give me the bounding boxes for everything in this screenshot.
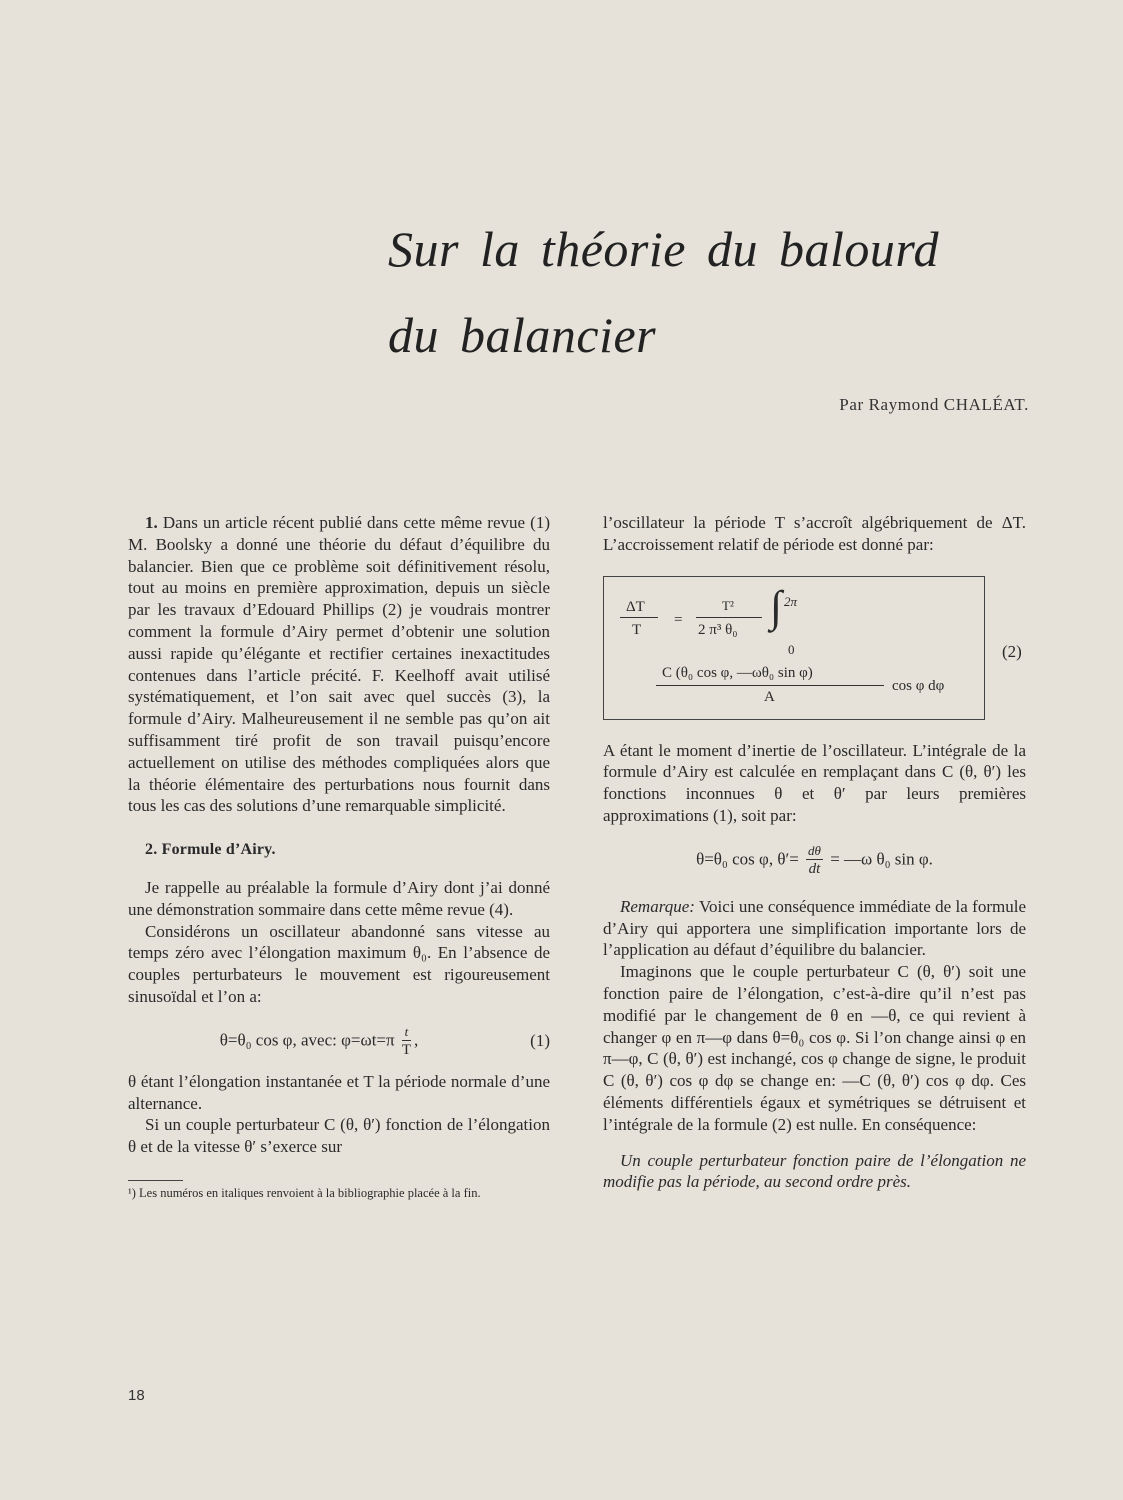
equation-3 [603,843,1026,878]
equation-1-fraction [402,1024,411,1059]
eq2-lhs-numerator: ΔT [626,598,645,615]
eq2-upper-limit: 2π [784,593,798,609]
equation-1-tail: , [414,1030,419,1050]
footnote: ¹) Les numéros en italiques renvoient à la bibliographie placée à la fin. [128,1185,481,1200]
equation-1-body [128,1024,510,1059]
section-1-number: 1. [145,513,158,532]
eq2-lhs-denominator: T [632,621,642,638]
title-line-2: du balancier [388,307,657,363]
equation-3-numerator: dθ [808,842,821,858]
equation-3-fraction [806,843,823,878]
paragraph-5: Si un couple perturbateur C (θ, θ′) fonction de l’élongation θ et de la vitesse θ′ s’exerce sur [128,1115,550,1157]
equation-3-body [603,843,1026,878]
paragraph-3: Considérons un oscillateur abandonné sans vitesse au temps zéro avec l’élongation maximum θ₀. En l’absence de couples perturbateurs le mouvement est rigoureusement sinusoïdal et l’on a: [128,921,550,1006]
left-column [128,512,550,1200]
equation-3-right: = —ω θ₀ sin φ. [830,849,933,869]
equation-1-denominator: T [401,1041,412,1058]
eq2-integral: ∫ [770,581,783,631]
article-title [388,206,939,378]
page-number: 18 [128,1387,145,1404]
equation-1-label: (1) [530,1031,550,1051]
paragraph-1-text: Dans un article récent publié dans cette même revue (1) M. Boolsky a donné une théorie du défaut d’équilibre du balancier. Bien que ce problème soit définitivement résolu, tout au moins en première approximation, depuis un siècle par les travaux d’Edouard Phillips (2) je voudrais montrer comment la formule d’Airy permet d’obtenir une solution aussi rapide qu’élégante et rectifier certaines inexactitudes contenues dans l’article précité. F. Keelhoff avait utilisé systématiquement, et l’on sait avec quel succès (3), la formule d’Airy. Malheureusement il ne semble pas qu’on ait suffisamment tiré profit de son travail puisqu’encore actuellement on utilise des méthodes compliquées alors que la théorie élémentaire des perturbations nous fournit dans tous les cas des solutions d’une remarquable simplicité. [128,513,551,816]
remark-text: Voici une conséquence immédiate de la formule d’Airy qui apportera une simplification importante lors de l’application au défaut d’équilibre du balancier. [603,896,1026,960]
eq2-c-numerator: C (θ₀ cos φ, —ωθ₀ sin φ) [662,664,813,681]
remark-label: Remarque: [620,896,695,916]
right-column [603,512,1026,1193]
paragraph-2: Je rappelle au préalable la formule d’Airy dont j’ai donné une démonstration sommaire dans cette même revue (4). [128,877,550,919]
title-line-1: Sur la théorie du balourd [388,221,939,277]
eq2-coef-denominator: 2 π³ θ₀ [698,621,738,638]
paragraph-1 [128,512,550,817]
eq2-lower-limit: 0 [788,641,795,657]
equation-1 [128,1024,550,1059]
equation-1-left: θ=θ₀ cos φ, avec: φ=ωt=π [219,1030,395,1050]
author-byline: Par Raymond CHALÉAT. [839,395,1029,414]
right-paragraph-2: A étant le moment d’inertie de l’oscillateur. L’intégrale de la formule d’Airy est calculée en remplaçant dans C (θ, θ′) les fonctions inconnues θ et θ′ par leurs premières approximations (1), soit par: [603,740,1026,825]
eq2-c-denominator: A [764,688,775,705]
equation-2-label: (2) [1002,641,1022,661]
eq2-equals: = [674,611,683,628]
eq2-coef-numerator: T² [722,597,734,613]
eq2-tail: cos φ dφ [892,677,945,694]
equation-3-left: θ=θ₀ cos φ, θ′= [696,849,799,869]
conclusion: Un couple perturbateur fonction paire de l’élongation ne modifie pas la période, au second ordre près. [603,1150,1026,1192]
right-paragraph-3 [603,896,1026,961]
eq2-c-bar [656,685,884,686]
equation-3-denominator: dt [808,860,821,877]
right-paragraph-4: Imaginons que le couple perturbateur C (θ, θ′) soit une fonction paire de l’élongation, c’est-à-dire qu’il n’est pas modifié par le changement de θ en —θ, ce qui revient à changer φ en π—φ dans θ=θ₀ cos φ. Si l’on change ainsi φ en π—φ, C (θ, θ′) est inchangé, cos φ change de signe, le produit C (θ, θ′) cos φ dφ se change en: —C (θ, θ′) cos φ dφ. Ces éléments différentiels égaux et symétriques se détruisent et l’intégrale de la formule (2) est nulle. En conséquence: [603,962,1026,1134]
footnote-rule [128,1180,183,1181]
eq2-coef-bar [696,617,762,618]
equation-1-numerator: t [402,1024,411,1041]
paragraph-4: θ étant l’élongation instantanée et T la période normale d’une alternance. [128,1071,550,1113]
right-paragraph-1: l’oscillateur la période T s’accroît algébriquement de ΔT. L’accroissement relatif de période est donné par: [603,513,1026,554]
eq2-lhs-bar [620,617,658,618]
section-2-heading: 2. Formule d’Airy. [145,841,276,859]
equation-2-box [603,576,1022,720]
